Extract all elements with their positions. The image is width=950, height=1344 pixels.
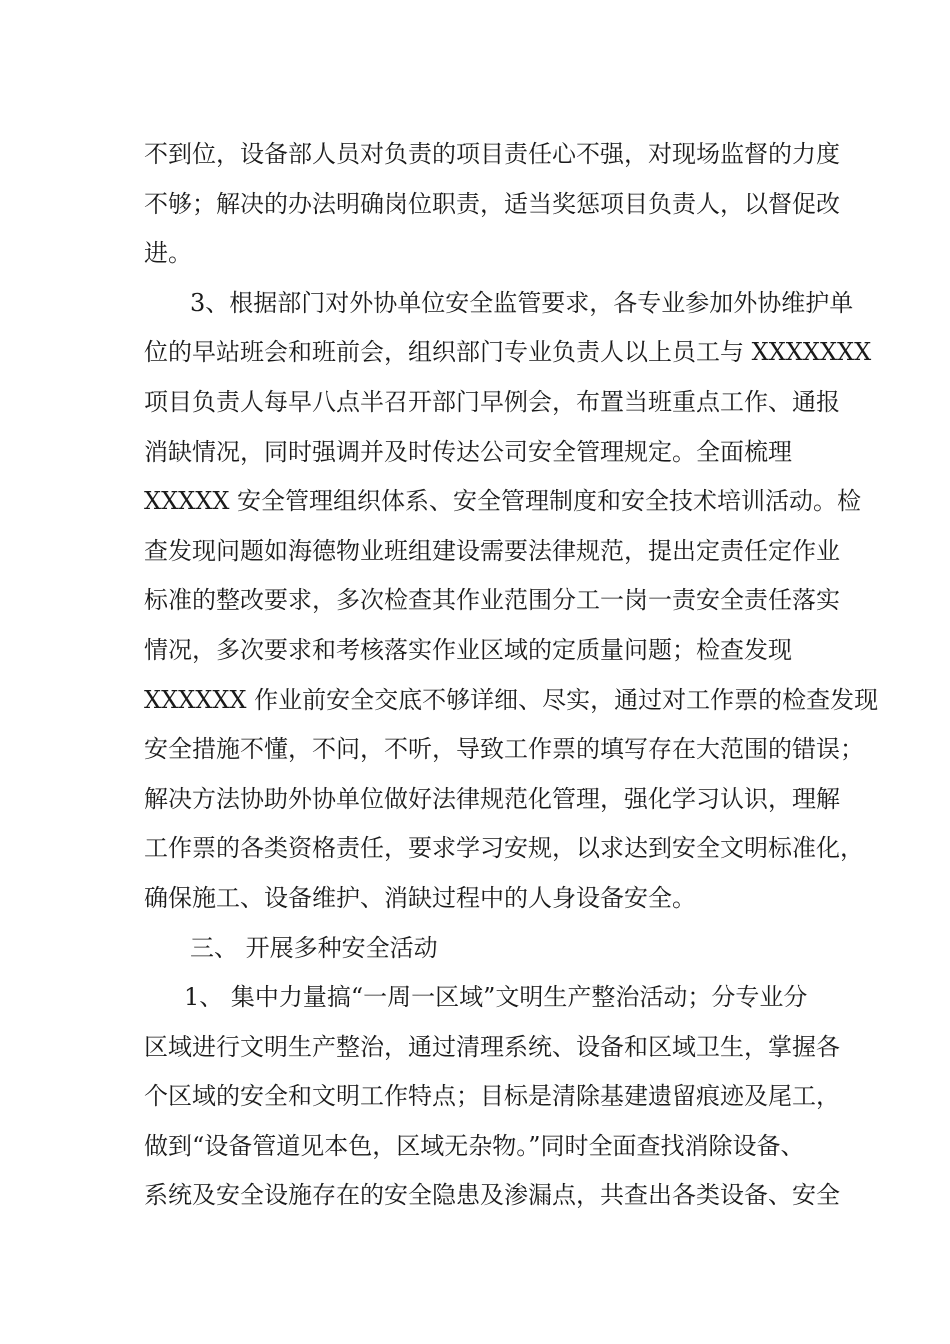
text-line: XXXXXX 作业前安全交底不够详细、尽实，通过对工作票的检查发现: [144, 685, 879, 714]
text-line: 进。: [144, 239, 192, 268]
section-heading: 三、 开展多种安全活动: [190, 933, 438, 962]
text-line: 工作票的各类资格责任，要求学习安规，以求达到安全文明标准化，: [144, 834, 864, 863]
text-line: 查发现问题如海德物业班组建设需要法律规范，提出定责任定作业: [144, 536, 840, 565]
text-line: 区域进行文明生产整治，通过清理系统、设备和区域卫生，掌握各: [144, 1032, 840, 1061]
text-line: 系统及安全设施存在的安全隐患及渗漏点，共查出各类设备、安全: [144, 1181, 840, 1210]
text-line: 标准的整改要求，多次检查其作业范围分工一岗一责安全责任落实: [144, 586, 840, 615]
text-line: 解决方法协助外协单位做好法律规范化管理，强化学习认识，理解: [144, 784, 840, 813]
text-line: 位的早站班会和班前会，组织部门专业负责人以上员工与 XXXXXXX: [144, 338, 872, 367]
text-line: 不到位，设备部人员对负责的项目责任心不强，对现场监督的力度: [144, 140, 840, 168]
paragraph-start-line: 3、根据部门对外协单位安全监管要求，各专业参加外协维护单: [190, 288, 854, 317]
text-line: 安全措施不懂，不问，不听，导致工作票的填写存在大范围的错误；: [144, 735, 864, 764]
text-line: 情况，多次要求和考核落实作业区域的定质量问题；检查发现: [144, 635, 792, 664]
text-line: 不够；解决的办法明确岗位职责，适当奖惩项目负责人，以督促改: [144, 189, 840, 218]
document-body: [144, 130, 879, 1221]
paragraph-start-line: 1、 集中力量搞“一周一区域”文明生产整治活动；分专业分: [184, 983, 808, 1012]
text-line: 个区域的安全和文明工作特点；目标是清除基建遗留痕迹及尾工，: [144, 1082, 840, 1111]
text-line: XXXXX 安全管理组织体系、安全管理制度和安全技术培训活动。检: [144, 487, 862, 516]
text-line: 项目负责人每早八点半召开部门早例会，布置当班重点工作、通报: [144, 387, 840, 416]
text-line: 确保施工、设备维护、消缺过程中的人身设备安全。: [144, 883, 696, 912]
text-line: 消缺情况，同时强调并及时传达公司安全管理规定。全面梳理: [144, 437, 792, 466]
text-line: 做到“设备管道见本色，区域无杂物。”同时全面查找消除设备、: [144, 1131, 805, 1160]
